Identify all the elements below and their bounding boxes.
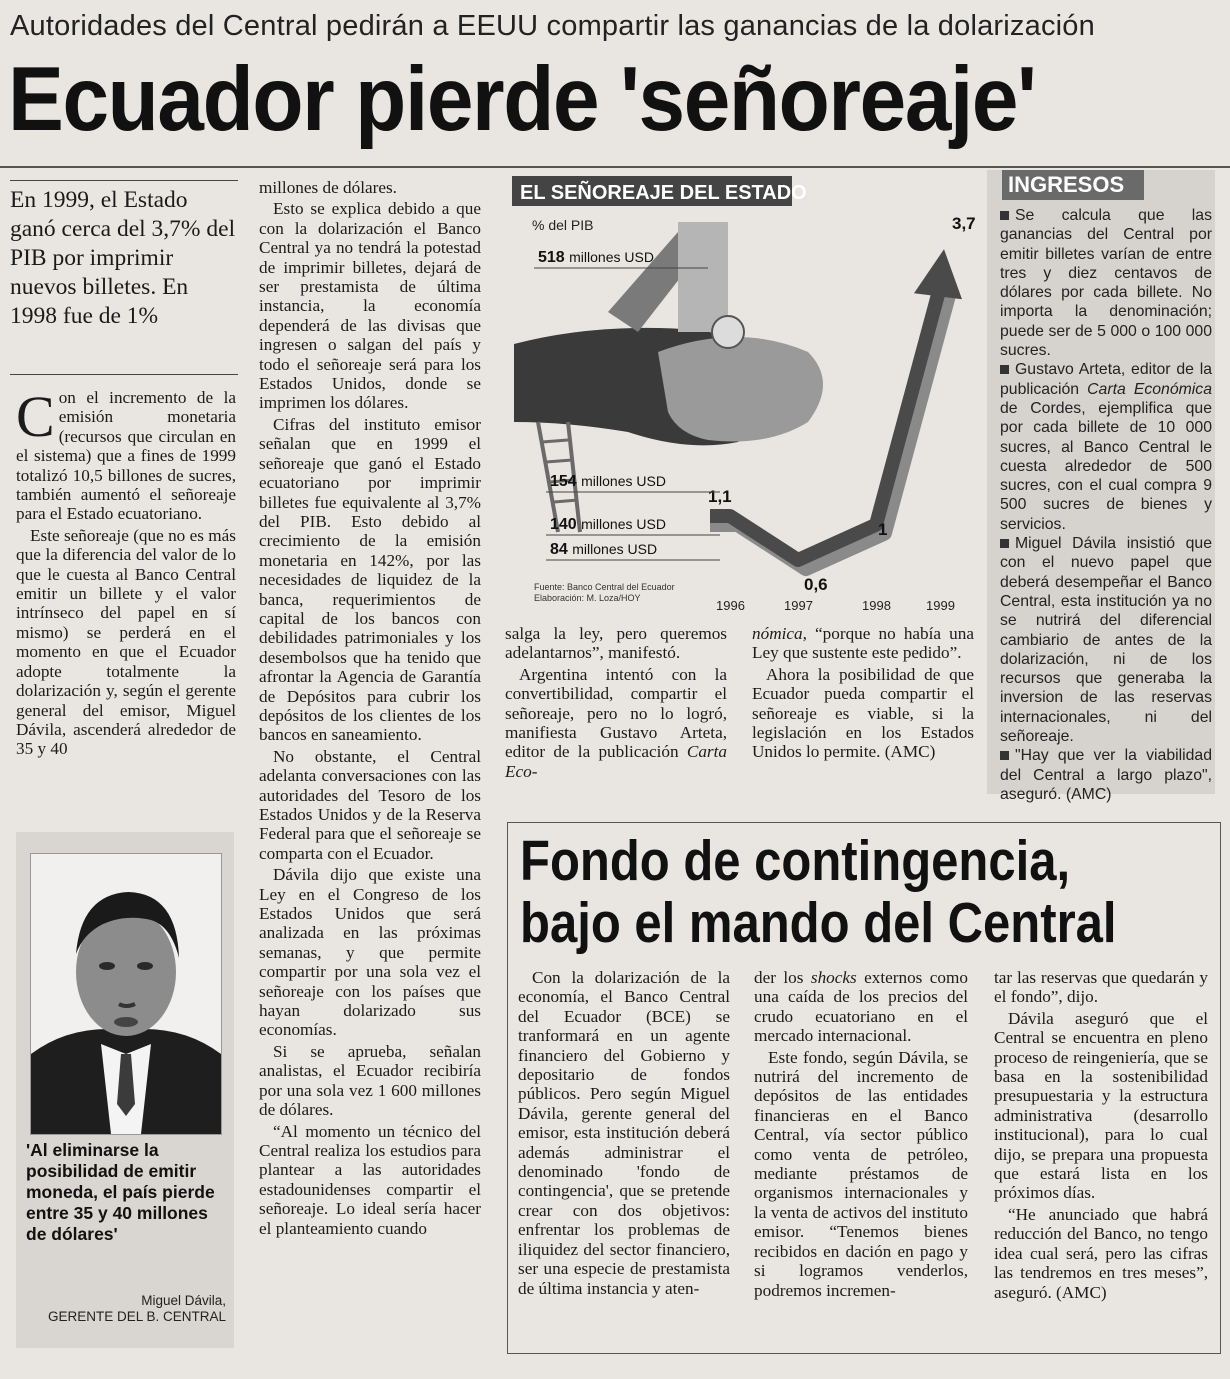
data-label: 1,1 <box>708 487 732 506</box>
column-2 <box>259 178 481 1240</box>
chart-title: EL SEÑOREAJE DEL ESTADO <box>520 182 807 204</box>
col2-paragraph-3: Cifras del instituto emisor señalan que en 1999 el señoreaje que ganó el Estado ecuatoriano por imprimir billetes fue equivalente al 3,7% del PIB. Esto debido al crecimiento de la emisión monetaria en 142%, por las necesidades de liquidez de la banca, requerimientos de capital de los bancos con debilidades patrimoniales y los desembolsos que ha tenido que afrontar la Agencia de Garantía de Depósitos para cubrir los depósitos de los clientes de los bancos en saneamiento. <box>259 414 481 745</box>
amount-label: 84 millones USD <box>550 541 658 558</box>
col3-paragraph-2: Argentina intentó con la convertibilidad, compartir el señoreaje, pero no lo logró, manifiesta Gustavo Arteta, editor de la publicación Carta Eco- <box>505 664 727 781</box>
arrowhead <box>914 249 962 299</box>
kicker: Autoridades del Central pedirán a EEUU compartir las ganancias de la dolarización <box>10 10 1095 42</box>
sidebar-title: INGRESOS <box>1002 170 1144 200</box>
sidebar-item: "Hay que ver la viabilidad del Central a largo plazo", aseguró. (AMC) <box>1000 747 1212 803</box>
col3-paragraph-1: salga la ley, pero queremos adelantarnos”, manifestó. <box>505 624 727 663</box>
sidebar-item: Se calcula que las ganancias del Central por emitir billetes varían de entre tres y diez centavos de dólares por cada billete. No importa la denominación; puede ser de 5 000 o 100 000 sucres. <box>1000 207 1212 360</box>
story2-paragraph-2: der los shocks externos como una caída de los precios del crudo ecuatoriano en el mercado internacional. <box>754 968 968 1046</box>
col4-paragraph-1: nómica, “porque no había una Ley que sustente este pedido”. <box>752 624 974 663</box>
col2-paragraph-1: millones de dólares. <box>259 178 397 197</box>
story2-paragraph-3: Este fondo, según Dávila, se nutrirá del incremento de depósitos de las entidades financieras en el Banco Central, vía sector público como venta de petróleo, mediante préstamos de organismos internacionales y la venta de activos del instituto emisor. “Tenemos bienes recibidos en dación en pago y si logramos venderlos, podremos incremen- <box>754 1047 968 1300</box>
story2-headline: Fondo de contingencia, bajo el mando del Central <box>520 829 1117 955</box>
portrait-illustration <box>31 854 221 1134</box>
story2-column-2 <box>754 968 968 1302</box>
sidebar-item: Miguel Dávila insistió que con el nuevo papel que deberá desempeñar el Banco Central, esta institución ya no se nutrirá del diferencial cambiario de antes de la dolarización, ni de los recursos que generaba la inversion de las reservas internacionales, ni del señoreaje. <box>1000 535 1212 746</box>
story2-column-1 <box>518 968 730 1300</box>
bullet-square-icon <box>1000 539 1009 548</box>
sidebar-body <box>1000 206 1212 804</box>
sidebar-item: Gustavo Arteta, editor de la publicación Carta Económica de Cordes, ejemplifica que por cada billete de 10 000 sucres, al Banco Central le cuesta alrededor de 500 sucres, con el cual compra 9 500 sucres de bienes y servicios. <box>1000 361 1212 533</box>
drop-cap: C <box>16 384 55 449</box>
amount-label: 140 millones USD <box>550 516 666 533</box>
data-label: 3,7 <box>952 214 976 234</box>
amount-label: 154 millones USD <box>550 473 666 490</box>
chart-source: Fuente: Banco Central del Ecuador <box>534 582 675 592</box>
headline-rule <box>0 166 1230 168</box>
headline: Ecuador pierde 'señoreaje' <box>8 49 1036 150</box>
col2-paragraph-6: Si se aprueba, señalan analistas, el Ecuador recibiría por una sola vez 1 600 millones de dólares. <box>259 1041 481 1120</box>
data-label: 0,6 <box>804 575 828 594</box>
portrait-photo <box>30 853 222 1135</box>
column-4 <box>752 624 974 764</box>
col2-paragraph-5: Dávila dijo que existe una Ley en el Congreso de los Estados Unidos que será analizada en las próximas semanas, y que permite compartir por una sola vez el señoreaje con los países que hayan dolarizado sus economías. <box>259 865 481 1040</box>
chart-elaboration: Elaboración: M. Loza/HOY <box>534 593 641 603</box>
senoreaje-chart <box>508 172 986 622</box>
photo-credit <box>40 1293 226 1325</box>
col1-paragraph-2: Este señoreaje (que no es más que la diferencia del valor de lo que le cuesta al Banco Central emitir un billete y el valor intrínseco del papel en sí mismo) se perderá en el momento en que el Ecuador adopte totalmente la dolarización y, según el gerente general del emisor, Miguel Dávila, ascenderá alrededor de 35 y 40 <box>16 525 236 759</box>
col2-paragraph-2: Esto se explica debido a que con la dolarización el Banco Central ya no tendrá la potestad de imprimir billetes, dejará de ser prestamista de última instancia, la economía dependerá de las divisas que ingresen o salgan del país y todo el señoreaje será para los Estados Unidos, donde se imprimen los dólares. <box>259 199 481 413</box>
credit-name: Miguel Dávila, <box>141 1293 226 1308</box>
x-tick-label: 1998 <box>862 598 891 613</box>
chart-ylabel: % del PIB <box>532 217 594 233</box>
pull-quote: 'Al eliminarse la posibilidad de emitir moneda, el país pierde entre 35 y 40 millones de dólares' <box>26 1140 215 1244</box>
story2-paragraph-5: Dávila aseguró que el Central se encuentra en pleno proceso de reingeniería, que se basa en la sostenibilidad presupuestaria y la estructura administrativa (desarrollo institucional), para lo cual dijo, se prepara una propuesta que estará lista en los próximos días. <box>994 1008 1208 1203</box>
bullet-square-icon <box>1000 211 1009 220</box>
amount-label: 518 millones USD <box>538 249 654 266</box>
x-tick-label: 1999 <box>926 598 955 613</box>
col2-paragraph-4: No obstante, el Central adelanta conversaciones con las autoridades del Tesoro de los Estados Unidos y de la Reserva Federal para que el señoreaje se comparta con el Ecuador. <box>259 746 481 863</box>
story2-column-3 <box>994 968 1208 1304</box>
deck-rule-bottom <box>10 374 238 375</box>
deck-rule-top <box>10 180 238 181</box>
data-label: 1 <box>878 519 888 539</box>
chart-svg <box>508 172 986 622</box>
deck: En 1999, el Estado ganó cerca del 3,7% del PIB por imprimir nuevos billetes. En 1998 fue de 1% <box>10 187 236 329</box>
x-tick-label: 1996 <box>716 598 745 613</box>
col4-paragraph-2: Ahora la posibilidad de que Ecuador pueda compartir el señoreaje es viable, si la legislación en los Estados Unidos lo permite. (AMC) <box>752 664 974 762</box>
story2-paragraph-1: Con la dolarización de la economía, el Banco Central del Ecuador (BCE) se tranformará en un agente financiero del Gobierno y depositario de fondos públicos. Pero según Miguel Dávila, gerente general del emisor, esta institución deberá además administrar el denominado 'fondo de contingencia', que se pretende crear con dos objetivos: enfrentar los problemas de iliquidez del sector financiero, ser una especie de prestamista de última instancia y aten- <box>518 968 730 1298</box>
col1-paragraph-1: on el incremento de la emisión monetaria (recursos que circulan en el sistema) que a fines de 1999 totalizó 10,5 billones de sucres, también aumentó el señoreaje para el Estado ecuatoriano. <box>16 388 236 524</box>
bullet-square-icon <box>1000 751 1009 760</box>
column-3 <box>505 624 727 783</box>
story2-paragraph-6: “He anunciado que habrá reducción del Banco, no tengo idea cual será, pero las cifras las tendremos en tres meses”, aseguró. (AMC) <box>994 1204 1208 1302</box>
story2-paragraph-4: tar las reservas que quedarán y el fondo”, dijo. <box>994 968 1208 1007</box>
credit-title: GERENTE DEL B. CENTRAL <box>47 1309 226 1324</box>
bullet-square-icon <box>1000 365 1009 374</box>
column-1 <box>16 384 236 761</box>
x-tick-label: 1997 <box>784 598 813 613</box>
col2-paragraph-7: “Al momento un técnico del Central realiza los estudios para plantear a las autoridades estadounidenses compartir el señoreaje. Lo ideal sería hacer el planteamiento cuando <box>259 1121 481 1238</box>
